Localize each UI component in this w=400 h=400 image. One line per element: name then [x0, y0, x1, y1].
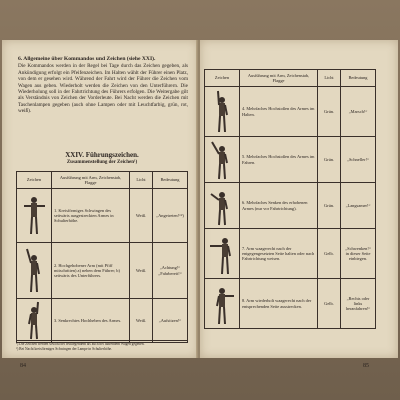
soldier-arm-raised-icon [21, 246, 47, 296]
row-light: Grün. [318, 137, 341, 183]
soldier-figure [205, 183, 240, 229]
footnote: ²) Bei Nacht kreisförmiges Schwingen der Lampe in Schulterhöhe. [16, 346, 112, 351]
col-header: Licht [318, 70, 341, 87]
section-title: XXIV. Führungszeichen. [65, 151, 139, 159]
col-header: Zeichen [205, 70, 240, 87]
row-description: 8. Arm wiederholt waagerecht nach der entsprechenden Seite ausstrecken. [240, 279, 318, 329]
signal-table-left [16, 171, 188, 343]
table-row [205, 229, 376, 279]
table-row [17, 189, 188, 243]
row-meaning: „Langsamer!“ [341, 183, 376, 229]
left-page [2, 40, 198, 369]
col-header: Licht [130, 172, 153, 189]
soldier-figure [17, 189, 52, 243]
row-description: 2. Hochgehobener Arm (mit Pfiff mitschritten) a) neben dem Führer; b) seitwärts des Unterführers. [52, 243, 130, 299]
soldier-arm-extended-icon [209, 281, 235, 327]
row-meaning: „Angetreten!“²) [153, 189, 188, 243]
table-row [17, 243, 188, 299]
soldier-figure [205, 279, 240, 329]
row-description: 4. Mehrfaches Hochstoßen des Armes im Halten. [240, 87, 318, 137]
page-number-left: 84 [20, 363, 26, 369]
intro-text: Die Kommandos werden in der Regel bei Tage durch das Zeichen gegeben, als Ankündigung erfolgt ein Pfeifenzeichen. Im Halten wählt der Führer einen Platz, von dem er gesehen wird. Während der Fahrt wird der Führer die Zeichen vom Wagen aus geben. Wiederholt werden die Zeichen von den Unterführern. Die Wiederholung soll in der Fahrtrichtung des Führers erfolgen. Die Weitergabe gilt als Verständnis von Zeichen der Vorderleute. Bei Nacht werden die Zeichen mit Taschenlampen gegeben (auch ohne Lampen oder mit Leuchtfarbig, grün, rot, weiß). [18, 63, 188, 115]
section-subtitle: Zusammenstellung der Zeichen¹) [66, 160, 138, 165]
row-light: Grün. [318, 87, 341, 137]
row-meaning: „Schwenken!“ in dieser Seite einbiegen. [341, 229, 376, 279]
soldier-figure [17, 299, 52, 343]
intro-heading: 6. Allgemeine über Kommandos und Zeichen (siehe XXI). [18, 56, 156, 62]
col-header: Ausführung mit Arm, Zeichenstab, Flagge [52, 172, 130, 189]
row-description: 6. Mehrfaches Senken des erhobenen Armes (nur vor Fahrtrichtung). [240, 183, 318, 229]
row-light: Grün. [318, 183, 341, 229]
table-row [205, 137, 376, 183]
col-header: Zeichen [17, 172, 52, 189]
soldier-figure [205, 137, 240, 183]
soldier-arm-circle-icon [21, 192, 47, 240]
row-light: Weiß. [130, 189, 153, 243]
soldier-arm-sideways-icon [209, 231, 235, 277]
soldier-figure [205, 87, 240, 137]
row-meaning: „Marsch!“ [341, 87, 376, 137]
footnote: ¹) Die Zeichen werden sowohl bei festliegendem als auch bei fahrendem Wagen gegeben. [16, 342, 145, 346]
row-description: 3. Senkrechtes Hochheben des Armes. [52, 299, 130, 343]
row-light: Gelb. [318, 229, 341, 279]
table-row [205, 183, 376, 229]
soldier-arm-up-icon [21, 301, 47, 341]
row-light: Weiß. [130, 299, 153, 343]
signal-table-right [204, 69, 376, 329]
table-row [205, 87, 376, 137]
table-header-row [205, 70, 376, 87]
row-meaning: „Aufsitzen!“ [153, 299, 188, 343]
soldier-arm-diagonal-icon [209, 139, 235, 181]
row-meaning: „Rechts oder links heranfahren!“ [341, 279, 376, 329]
row-description: 1. Kreisförmiges Schwingen des seitwärts ausgestreckten Armes in Schulterhöhe. [52, 189, 130, 243]
table-header-row [17, 172, 188, 189]
row-light: Gelb. [318, 279, 341, 329]
soldier-arm-lowered-icon [209, 185, 235, 227]
col-header: Ausführung mit Arm, Zeichenstab, Flagge [240, 70, 318, 87]
col-header: Bedeutung [153, 172, 188, 189]
soldier-figure [205, 229, 240, 279]
footnotes [16, 340, 188, 351]
table-row [17, 299, 188, 343]
row-light: Weiß. [130, 243, 153, 299]
row-description: 7. Arm waagerecht nach der entgegengesetzten Seite halten oder nach Fahrtrichtung weisen. [240, 229, 318, 279]
row-meaning: „Schneller!“ [341, 137, 376, 183]
intro-paragraph [18, 56, 188, 115]
row-description: 5. Mehrfaches Hochstoßen des Armes im Fahren. [240, 137, 318, 183]
col-header: Bedeutung [341, 70, 376, 87]
row-meaning: „Achtung!“ „Fahrbereit!“ [153, 243, 188, 299]
page-number-right: 85 [363, 363, 369, 369]
soldier-figure [17, 243, 52, 299]
table-row [205, 279, 376, 329]
soldier-arm-thrust-icon [209, 89, 235, 135]
